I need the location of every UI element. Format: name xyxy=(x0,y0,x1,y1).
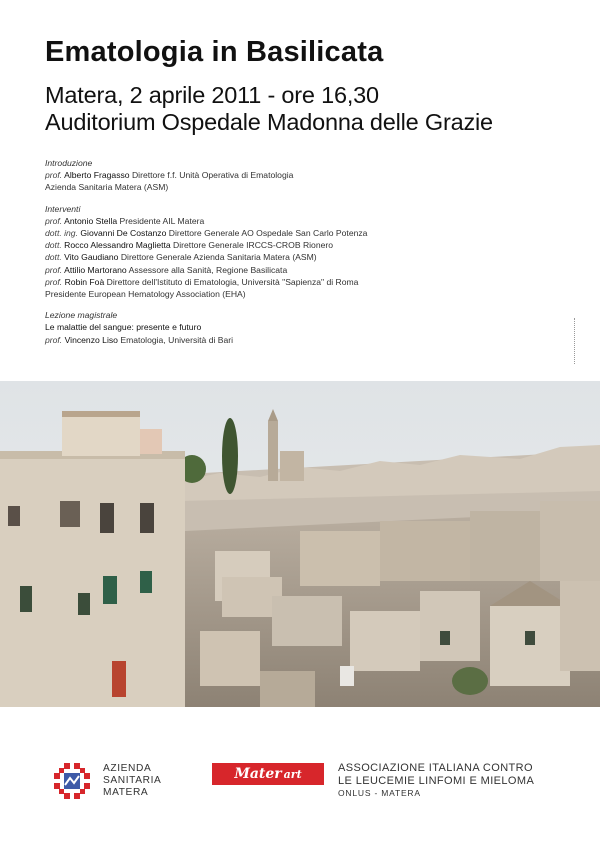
materart-suffix: art xyxy=(283,767,302,781)
asm-line-3: MATERA xyxy=(103,787,149,798)
materart-brand: Mater xyxy=(234,766,282,782)
lecture-label: Lezione magistrale xyxy=(45,310,118,321)
ail-line-2: LE LEUCEMIE LINFOMI E MIELOMA xyxy=(338,774,535,787)
speaker-affil: Direttore Generale IRCCS-CROB Rionero xyxy=(173,240,334,251)
speaker-role: dott. xyxy=(45,240,62,251)
introduction-label: Introduzione xyxy=(45,158,93,168)
ail-line-1: ASSOCIAZIONE ITALIANA CONTRO xyxy=(338,762,533,774)
speaker-affil: Ematologia, Università di Bari xyxy=(120,334,234,345)
date-line: Matera, 2 aprile 2011 - ore 16,30 xyxy=(45,82,379,108)
speaker-affil: Direttore Generale Azienda Sanitaria Matera (ASM) xyxy=(120,252,317,263)
lecture-title: Le malattie del sangue: presente e futuro xyxy=(45,322,202,333)
speaker-affil: Direttore Generale AO Ospedale San Carlo Potenza xyxy=(168,228,368,239)
venue-line: Auditorium Ospedale Madonna delle Grazie xyxy=(45,109,493,135)
ail-line-3: ONLUS - MATERA xyxy=(338,788,421,798)
speaker-role: prof. xyxy=(45,264,63,275)
matera-panorama-photo xyxy=(0,381,600,707)
speaker-row xyxy=(45,227,565,239)
ail-name xyxy=(338,762,534,800)
speakers-label: Interventi xyxy=(45,203,81,214)
speaker-name: Robin Foà xyxy=(64,276,105,287)
introduction-section xyxy=(45,157,565,194)
speaker-affil: Presidente AIL Matera xyxy=(119,215,205,226)
page-title: Ematologia in Basilicata xyxy=(45,36,384,68)
speaker-name: Rocco Alessandro Maglietta xyxy=(64,240,171,251)
speaker-name: Giovanni De Costanzo xyxy=(80,228,167,239)
lecture-speaker xyxy=(45,334,565,346)
speaker-role: prof. xyxy=(45,276,63,287)
speaker-affil: Assessore alla Sanità, Regione Basilicata xyxy=(128,264,288,275)
speaker-name: Alberto Fragasso xyxy=(64,170,130,181)
speaker-name: Vincenzo Liso xyxy=(64,334,118,345)
speaker-row xyxy=(45,239,565,251)
speaker-role: dott. ing. xyxy=(45,228,78,239)
photo-credit-mark xyxy=(574,318,583,364)
speaker-affil: Direttore f.f. Unità Operativa di Ematologia xyxy=(131,170,294,181)
lecture-section xyxy=(45,309,565,346)
speaker-name: Vito Gaudiano xyxy=(64,252,119,263)
materart-logo xyxy=(212,763,324,785)
speaker-row xyxy=(45,276,565,288)
speaker-name: Antonio Stella xyxy=(64,215,118,226)
speaker-row xyxy=(45,264,565,276)
asm-line-2: SANITARIA xyxy=(103,775,162,786)
speaker-affil-2: Azienda Sanitaria Matera (ASM) xyxy=(45,182,169,193)
introduction-speaker xyxy=(45,169,565,181)
speaker-role: dott. xyxy=(45,252,62,263)
asm-name xyxy=(103,763,161,799)
asm-line-1: AZIENDA xyxy=(103,763,152,774)
speaker-role: prof. xyxy=(45,170,63,181)
speaker-role: prof. xyxy=(45,215,63,226)
speaker-name: Attilio Martorano xyxy=(64,264,127,275)
speaker-role: prof. xyxy=(45,334,63,345)
speaker-affil-continued: Presidente European Hematology Association (EHA) xyxy=(45,289,246,300)
program xyxy=(45,157,565,355)
speakers-section xyxy=(45,203,565,301)
speaker-affil: Direttore dell'Istituto di Ematologia, Università "Sapienza" di Roma xyxy=(106,276,359,287)
speaker-row xyxy=(45,251,565,263)
speaker-row xyxy=(45,215,565,227)
asm-logo-icon xyxy=(50,759,94,803)
